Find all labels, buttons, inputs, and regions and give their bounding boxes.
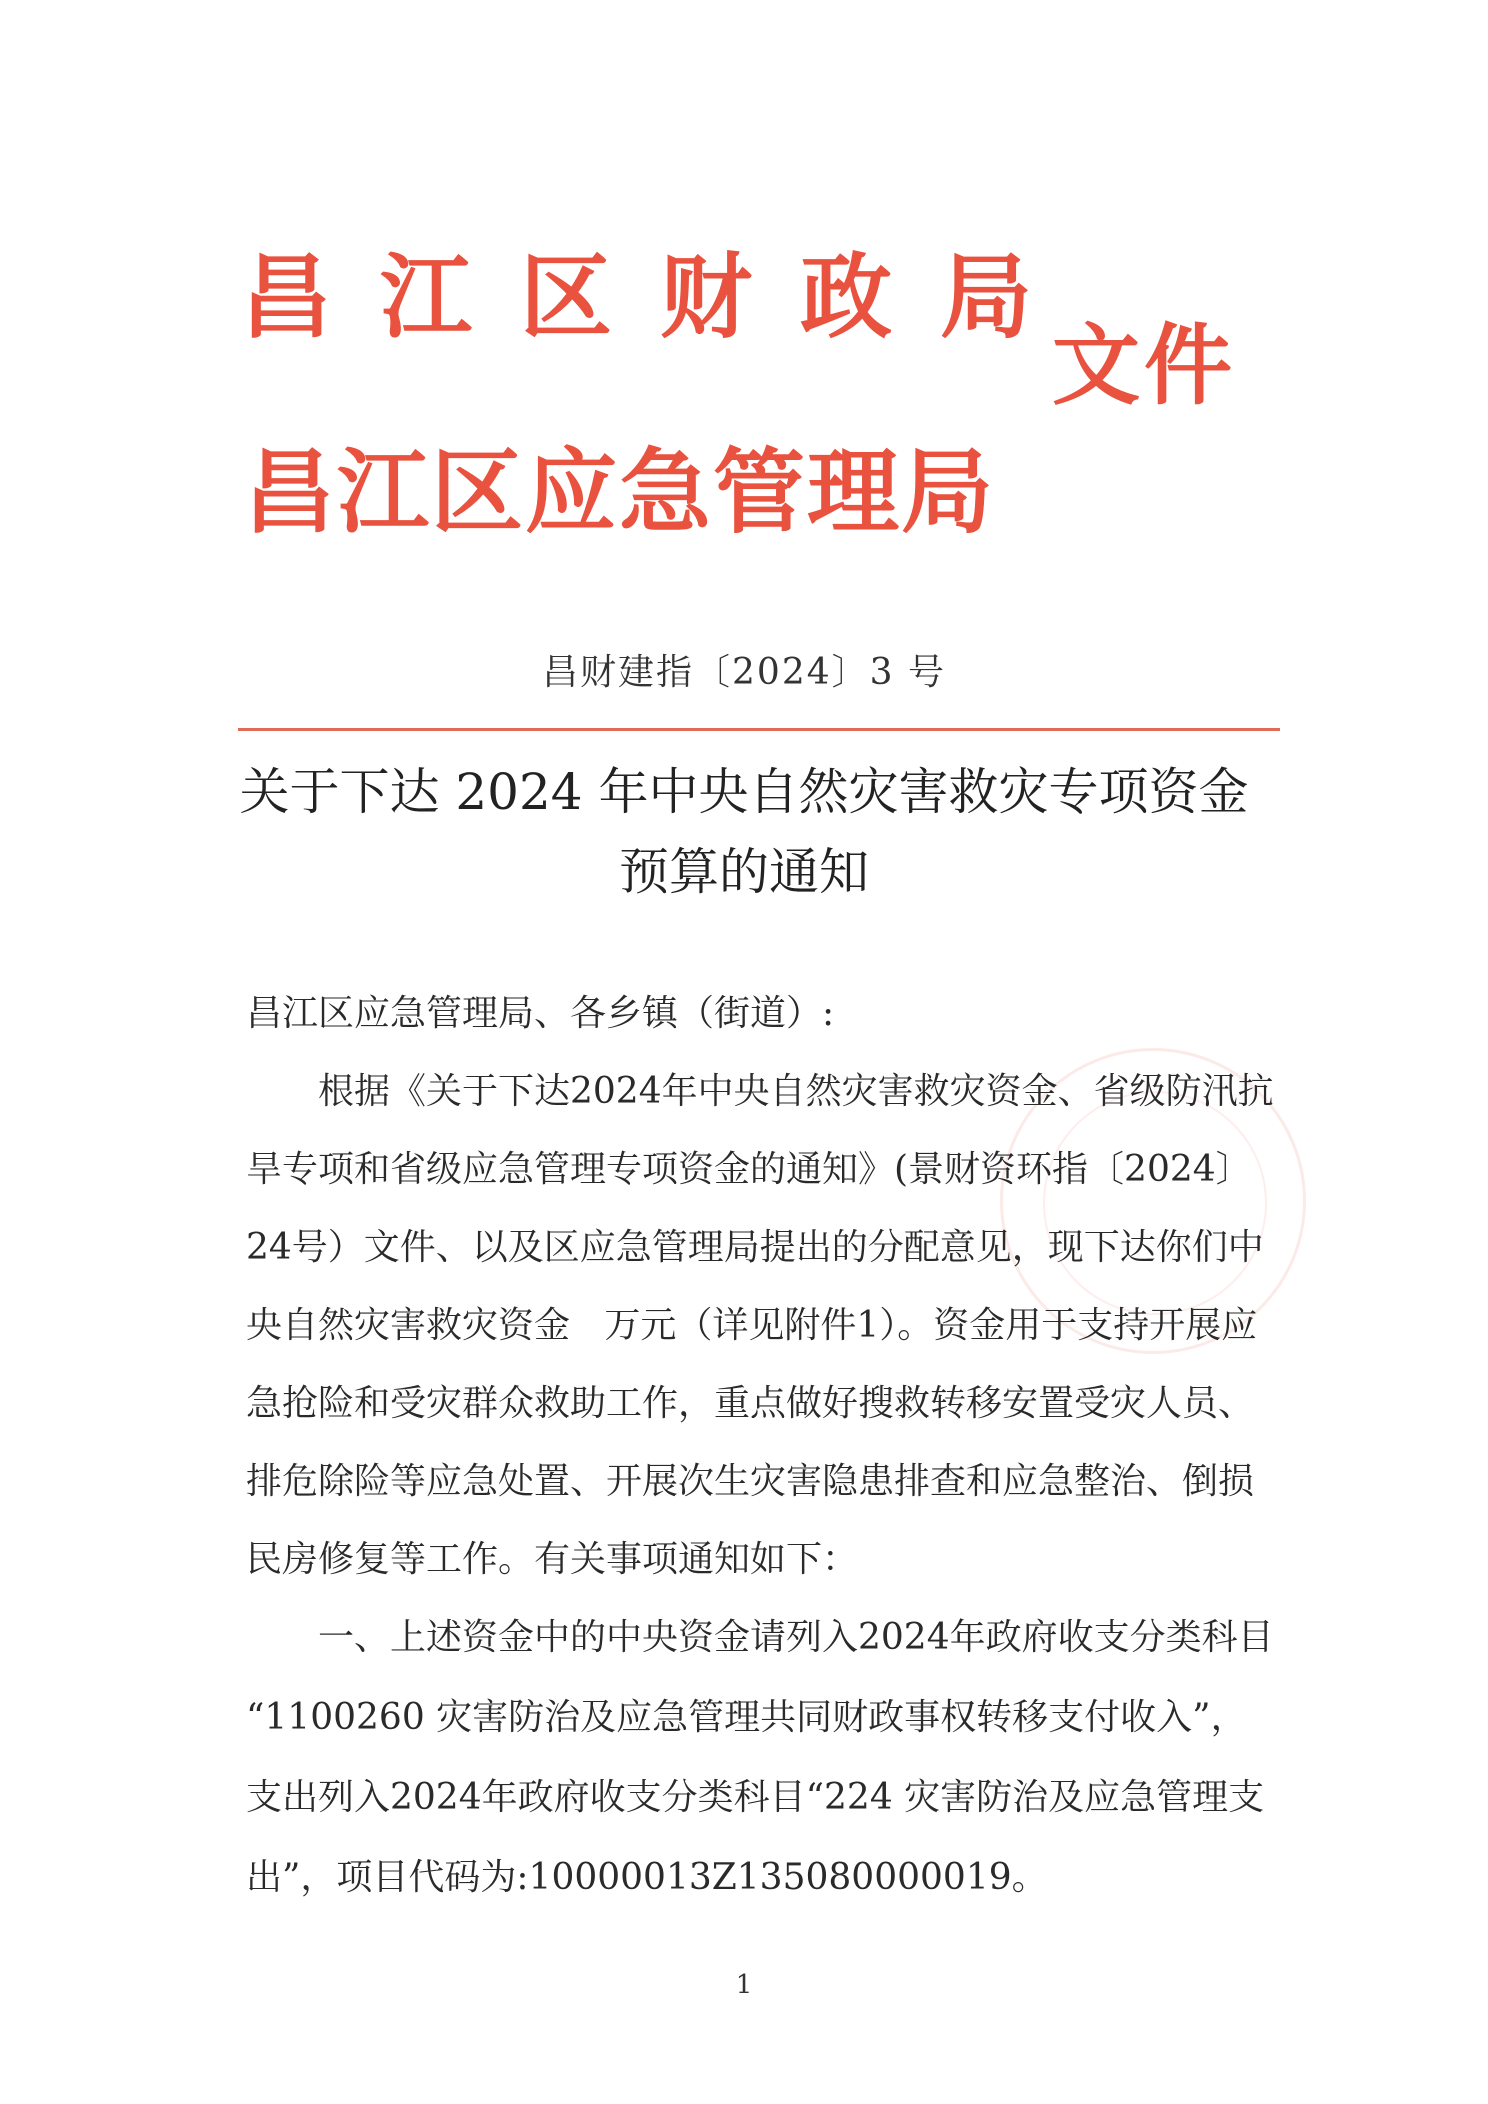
body-line: 民房修复等工作。有关事项通知如下： xyxy=(246,1539,859,1580)
body-line: “1100260 灾害防治及应急管理共同财政事权转移支付收入”， xyxy=(246,1697,1247,1738)
body-line: 一、上述资金中的中央资金请列入2024年政府收支分类科目 xyxy=(318,1617,1274,1658)
header-doc-label: 文件 xyxy=(1052,314,1237,417)
body-line: 24号）文件、以及区应急管理局提出的分配意见，现下达你们中 xyxy=(246,1227,1264,1268)
body-line: 根据《关于下达2024年中央自然灾害救灾资金、省级防汛抗 xyxy=(318,1071,1274,1112)
document-number: 昌财建指〔2024〕3 号 xyxy=(542,652,946,693)
body-line: 央自然灾害救灾资金 万元（详见附件1）。资金用于支持开展应 xyxy=(246,1305,1258,1346)
body-line: 旱专项和省级应急管理专项资金的通知》(景财资环指〔2024〕 xyxy=(246,1149,1252,1190)
header-org-finance: 昌江区财政局 xyxy=(240,244,1081,351)
red-divider xyxy=(238,728,1280,731)
body-line: 出”，项目代码为:10000013Z135080000019。 xyxy=(246,1857,1048,1898)
body-line: 急抢险和受灾群众救助工作，重点做好搜救转移安置受灾人员、 xyxy=(246,1383,1255,1424)
salutation: 昌江区应急管理局、各乡镇（街道）: xyxy=(246,993,835,1034)
page-number: 1 xyxy=(735,1970,753,2000)
document-title-line-2: 预算的通知 xyxy=(619,843,869,901)
header-org-emergency: 昌江区应急管理局 xyxy=(243,439,996,546)
body-line: 排危除险等应急处置、开展次生灾害隐患排查和应急整治、倒损 xyxy=(246,1461,1255,1502)
body-line: 支出列入2024年政府收支分类科目“224 灾害防治及应急管理支 xyxy=(246,1777,1265,1818)
document-title-line-1: 关于下达 2024 年中央自然灾害救灾专项资金 xyxy=(239,763,1249,821)
